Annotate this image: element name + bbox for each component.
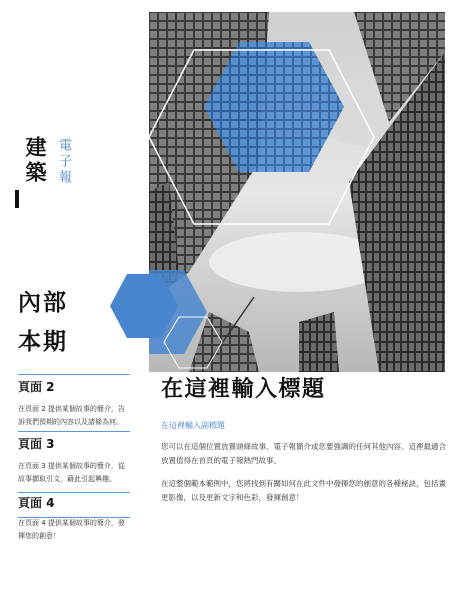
- article-paragraph: 您可以在這個位置放置頭條故事、電子報簡介或您要強調的任何其他內容。這裡最適合放置值得在首頁的電子報熱門故事。: [161, 442, 446, 465]
- toc-heading-line2: 本期: [18, 329, 68, 355]
- article-paragraph: 在這整個範本範例中，您將找到有關如何在此文件中發揮您的創意的各種秘訣，包括畫更影像，以及更新文字和色彩，發揮創意！: [161, 479, 446, 502]
- masthead-rule: [15, 190, 19, 208]
- toc-item-title: 頁面 4: [18, 496, 55, 510]
- article-title: 在這裡輸入標題: [161, 377, 326, 402]
- toc-heading-line1: 內部: [18, 290, 68, 316]
- tower-center: [299, 312, 339, 372]
- article-subtitle: 在這裡輸入副標題: [161, 421, 225, 430]
- toc-item-desc: 在頁面 4 提供某個故事的簡介，發揮您的創意！: [18, 519, 125, 540]
- toc-item-desc: 在頁面 2 提供某個故事的簡介，告訴我們預期的內容以及請條為何。: [18, 405, 125, 426]
- masthead-subtitle: 電子報: [56, 138, 71, 186]
- toc-heading: [18, 284, 128, 362]
- toc-item-page2[interactable]: [18, 374, 130, 429]
- toc-rule: [18, 517, 130, 518]
- toc-item-desc: 在頁面 3 提供某個故事的簡介，從故事擷取引文，藉此引起興趣。: [18, 462, 125, 483]
- toc-rule: [18, 374, 130, 375]
- toc-item-page3[interactable]: [18, 431, 130, 493]
- toc-rule: [18, 492, 130, 493]
- toc-rule: [18, 431, 130, 432]
- cover-image: [149, 12, 445, 372]
- masthead-title: 建築: [23, 136, 47, 186]
- toc-item-title: 頁面 3: [18, 437, 55, 451]
- toc-item-title: 頁面 2: [18, 380, 55, 394]
- toc-item-page4[interactable]: [18, 494, 130, 543]
